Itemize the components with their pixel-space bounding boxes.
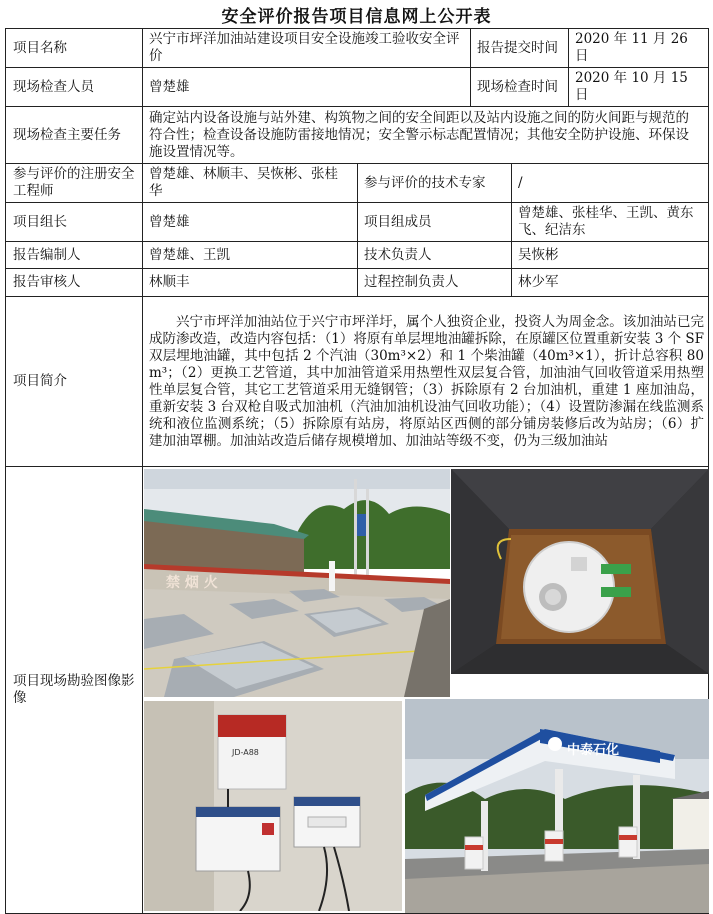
- process-control-label: 过程控制负责人: [358, 269, 512, 297]
- leader-value: 曾楚雄: [143, 203, 358, 242]
- engineers-label: 参与评价的注册安全工程师: [6, 164, 143, 203]
- row-leader: [6, 203, 709, 242]
- compilers-value: 曾楚雄、王凯: [143, 242, 358, 269]
- engineers-value: 曾楚雄、林顺丰、吴恢彬、张桂华: [143, 164, 358, 203]
- photos-label: 项目现场勘验图像影像: [6, 467, 143, 914]
- intro-value: 兴宁市坪洋加油站位于兴宁市坪洋圩，属个人独资企业，投资人为周金念。该加油站已完成防渗改造，改造内容包括：（1）将原有单层埋地油罐拆除，在原罐区位置重新安装 3 个 SF 双层埋地油罐，其中包括 2 个汽油（30m³×2）和 1 个柴油罐（40m³×1），折计总容积 80m³；（2）更换工艺管道，其中加油管道采用热塑性双层复合管，加油油气回收管道采用热塑性单层复合管，其它工艺管道采用无缝钢管；（3）拆除原有 2 台加油机，重建 1 座加油岛，重新安装 3 台双枪自吸式加油机（汽油加油机设油气回收功能）；（4）设置防渗漏在线监测系统和液位监测系统；（5）拆除原有站房，将原站区西侧的部分铺房装修后改为站房；（6）扩建加油罩棚。加油站改造后储存规模增加、加油站等级不变，仍为三级加油站: [143, 297, 709, 467]
- inspectors-label: 现场检查人员: [6, 68, 143, 107]
- project-name-value: 兴宁市坪洋加油站建设项目安全设施竣工验收安全评价: [143, 29, 471, 68]
- info-table: [5, 28, 709, 914]
- process-control-value: 林少军: [512, 269, 709, 297]
- row-photos: [6, 467, 709, 914]
- members-label: 项目组成员: [358, 203, 512, 242]
- photo-slogan: 禁 烟 火: [166, 575, 218, 591]
- row-intro: [6, 297, 709, 467]
- main-tasks-label: 现场检查主要任务: [6, 107, 143, 164]
- experts-label: 参与评价的技术专家: [358, 164, 512, 203]
- members-value: 曾楚雄、张桂华、王凯、黄东飞、纪洁东: [512, 203, 709, 242]
- photo-tank-area-image: [144, 469, 450, 697]
- submit-time-label: 报告提交时间: [471, 29, 569, 68]
- row-inspectors: [6, 68, 709, 107]
- row-compilers: [6, 242, 709, 269]
- photo-tank-area: [144, 469, 450, 697]
- project-name-label: 项目名称: [6, 29, 143, 68]
- row-main-tasks: [6, 107, 709, 164]
- submit-time-value: 2020 年 11 月 26 日: [569, 29, 709, 68]
- intro-label: 项目简介: [6, 297, 143, 467]
- photo-monitors-image: [144, 701, 402, 911]
- tech-lead-value: 吴恢彬: [512, 242, 709, 269]
- photo-canopy: [405, 699, 709, 913]
- photo-monitor-name: JD-A88: [232, 748, 259, 757]
- row-engineers: [6, 164, 709, 203]
- photo-monitors: [144, 701, 402, 911]
- photo-manhole-image: [451, 469, 709, 674]
- inspect-time-value: 2020 年 10 月 15 日: [569, 68, 709, 107]
- main-tasks-value: 确定站内设备设施与站外建、构筑物之间的安全间距以及站内设施之间的防火间距与规范的符合性；检查设备设施防雷接地情况；安全警示标志配置情况；其他安全防护设施、环保设施设置情况等。: [143, 107, 709, 164]
- compilers-label: 报告编制人: [6, 242, 143, 269]
- row-project-name: [6, 29, 709, 68]
- reviewer-value: 林顺丰: [143, 269, 358, 297]
- photo-canopy-brand: 中泰石化: [567, 743, 620, 758]
- row-reviewer: [6, 269, 709, 297]
- page-title: 安全评价报告项目信息网上公开表: [221, 7, 492, 27]
- photo-canopy-image: [405, 699, 709, 913]
- photos-cell: [143, 467, 709, 914]
- leader-label: 项目组长: [6, 203, 143, 242]
- reviewer-label: 报告审核人: [6, 269, 143, 297]
- photo-manhole: [451, 469, 709, 674]
- tech-lead-label: 技术负责人: [358, 242, 512, 269]
- inspect-time-label: 现场检查时间: [471, 68, 569, 107]
- inspectors-value: 曾楚雄: [143, 68, 471, 107]
- experts-value: /: [512, 164, 709, 203]
